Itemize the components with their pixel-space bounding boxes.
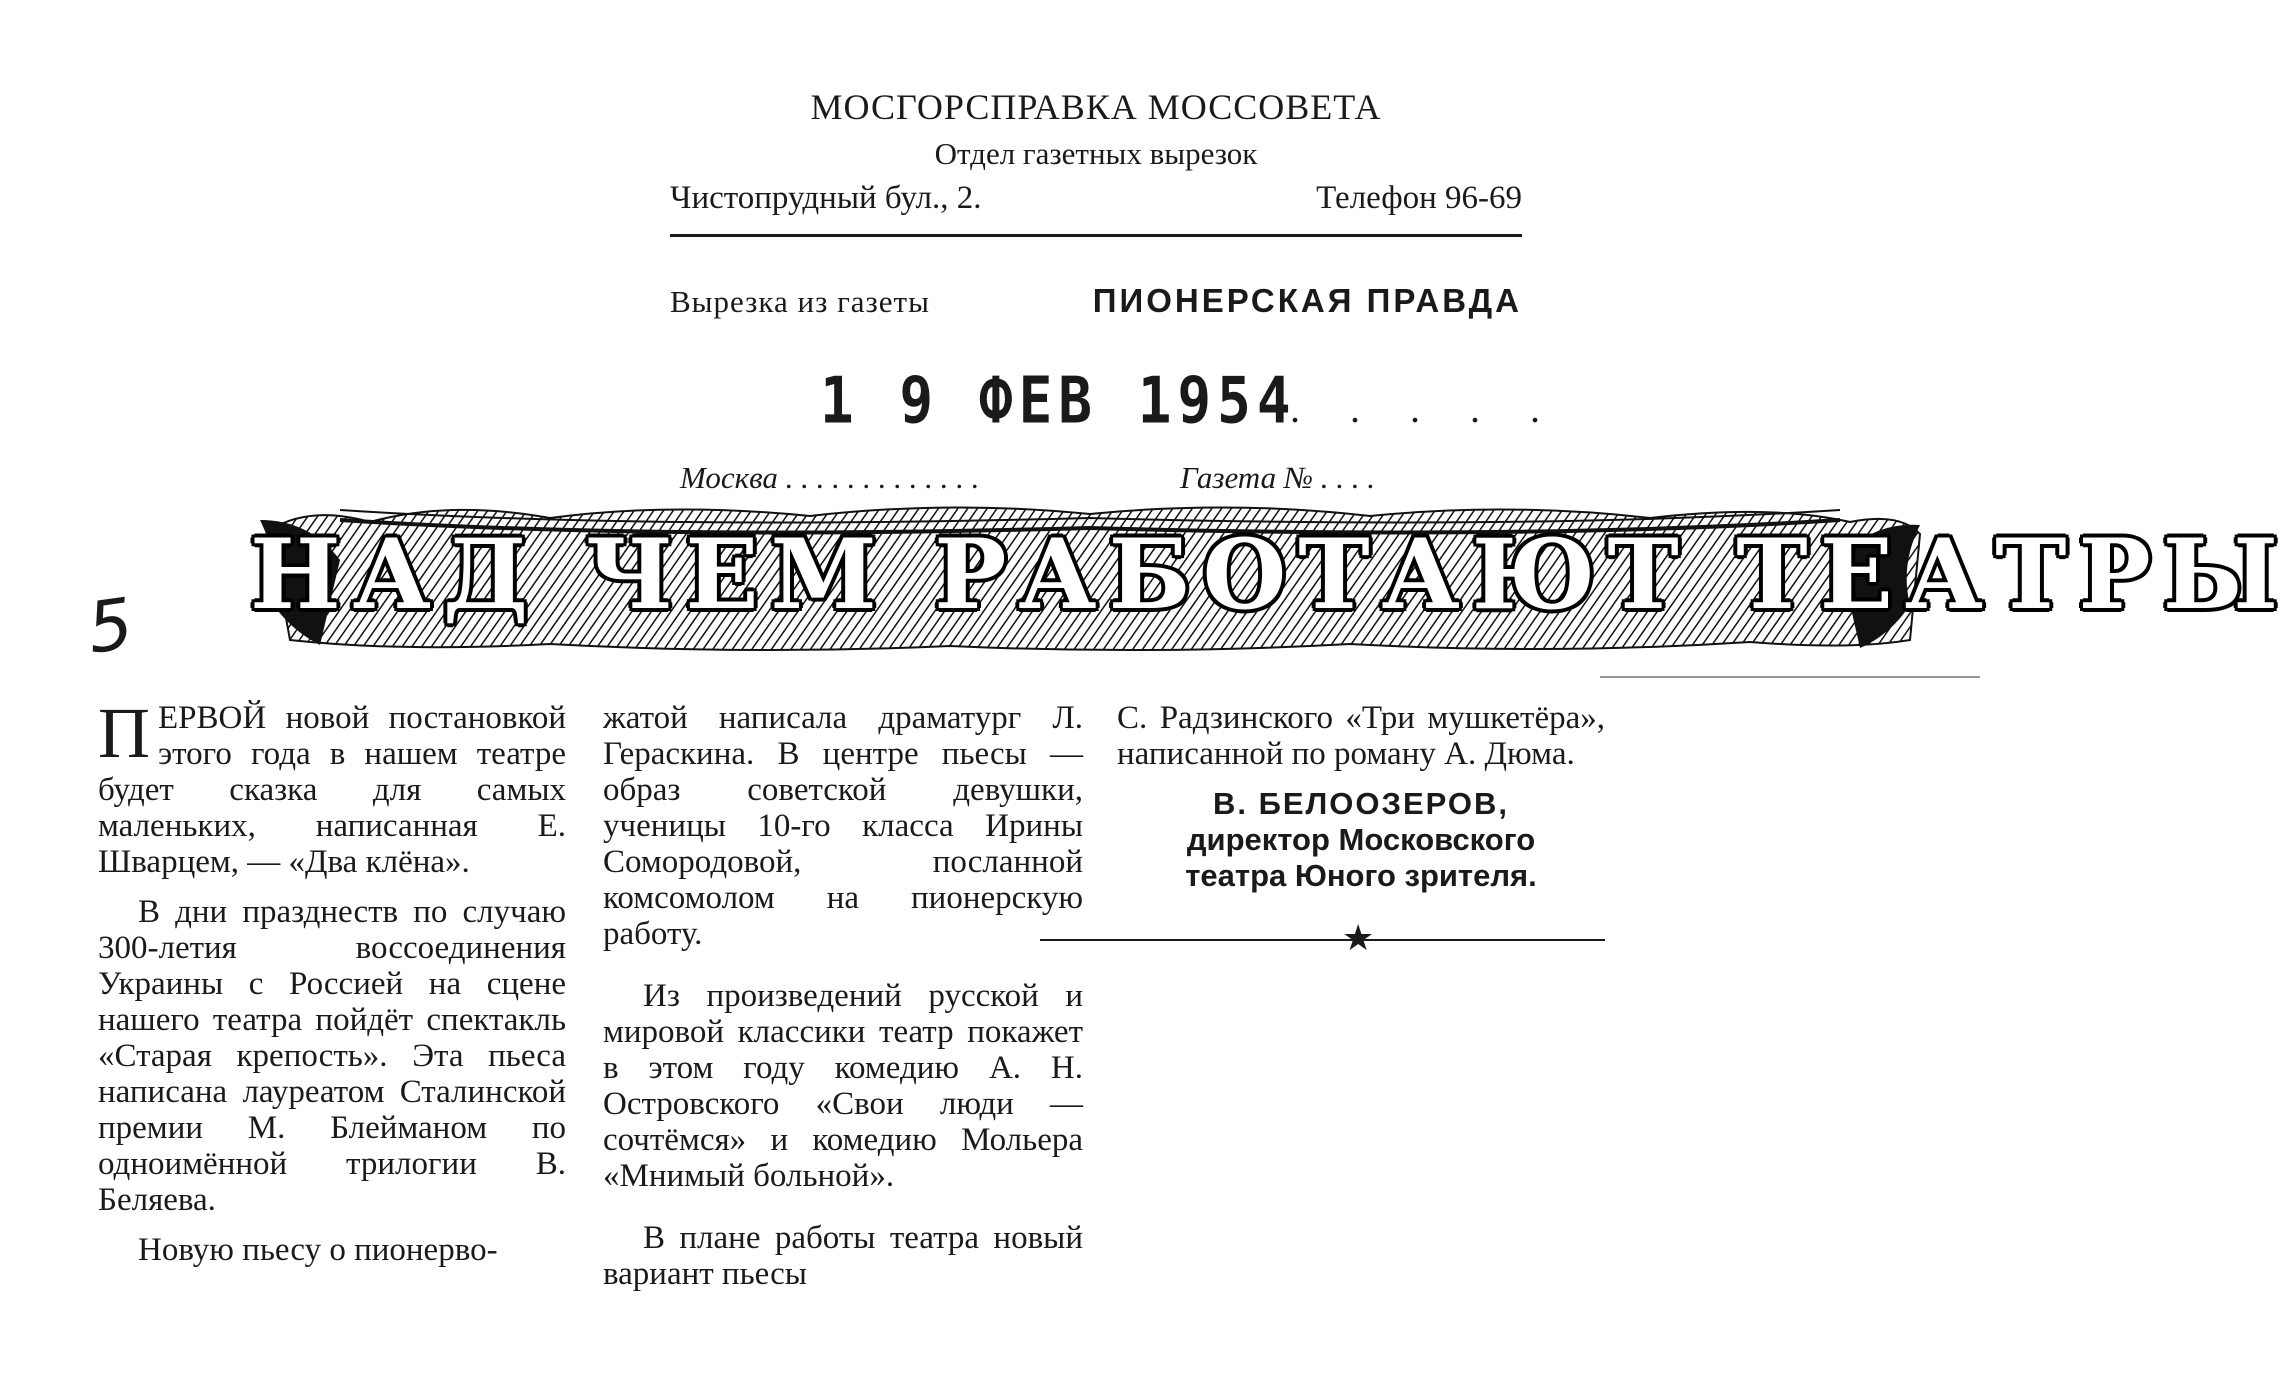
col1-paragraph-1 [98, 693, 566, 880]
title-banner [250, 500, 2290, 655]
signature-title-line-2: театра Юного зрителя. [1185, 858, 1537, 893]
star-icon: ★ [1342, 918, 1375, 959]
drop-cap: П [98, 693, 150, 773]
signature [1117, 786, 1605, 894]
header-address-row [670, 180, 1522, 217]
header-department: Отдел газетных вырезок [934, 136, 1258, 171]
newspaper-name: ПИОНЕРСКАЯ ПРАВДА [1092, 282, 1522, 319]
header-rule [670, 234, 1522, 237]
header-organization: МОСГОРСПРАВКА МОССОВЕТА [810, 87, 1382, 127]
article-column-2 [603, 700, 1083, 1306]
col1-paragraph-3: Новую пьесу о пионерво- [138, 1232, 498, 1268]
col2-paragraph-1: жатой написала драматург Л. Гераскина. В центре пьесы — образ советской девушки, ученицы 10-го класса Ирины Сомородовой, посланной комсомолом на пионерскую работу. [603, 700, 1083, 952]
banner-side-rule [1600, 676, 1980, 678]
header-address: Чистопрудный бул., 2. [670, 180, 982, 216]
handwritten-mark: 5 [82, 582, 139, 670]
stamp-dots: . . . . . . [1230, 386, 1560, 431]
signature-name: В. БЕЛООЗЕРОВ, [1212, 786, 1510, 821]
col1-paragraph-2: В дни празднеств по случаю 300-летия воссоединения Украины с Россией на сцене нашего театра пойдёт спектакль «Старая крепость». Эта пьеса написана лауреатом Сталинской премии М. Блейманом по одноимённой трилогии В. Беляева. [98, 894, 566, 1218]
header-phone: Телефон 96-69 [1316, 180, 1522, 216]
date-stamp: 1 9 ФЕВ 1954 [820, 364, 1297, 439]
article-end-rule [1040, 939, 1605, 941]
clipping-source-row [670, 282, 1522, 320]
stamp-city: Москва . . . . . . . . . . . . . [680, 460, 980, 495]
col1-paragraph-1-text: ЕРВОЙ новой постановкой этого года в нашем театре будет сказка для самых маленьких, написанная Е. Шварцем, — «Два клёна». [98, 700, 566, 880]
article-title: НАД ЧЕМ РАБОТАЮТ ТЕАТРЫ [250, 518, 2290, 631]
article-column-1 [98, 693, 566, 1282]
signature-title-line-1: директор Московского [1186, 822, 1536, 857]
col2-paragraph-2: Из произведений русской и мировой классики театр покажет в этом году комедию А. Н. Островского «Свои люди — сочтёмся» и комедию Мольера «Мнимый больной». [603, 978, 1083, 1194]
clipping-label: Вырезка из газеты [670, 284, 930, 319]
col2-paragraph-3: В плане работы театра новый вариант пьесы [603, 1220, 1083, 1292]
article-column-3 [1117, 700, 1605, 894]
col3-paragraph-1: С. Радзинского «Три мушкетёра», написанной по роману А. Дюма. [1117, 700, 1605, 772]
stamp-gazeta-number: Газета № . . . . [1180, 460, 1376, 495]
